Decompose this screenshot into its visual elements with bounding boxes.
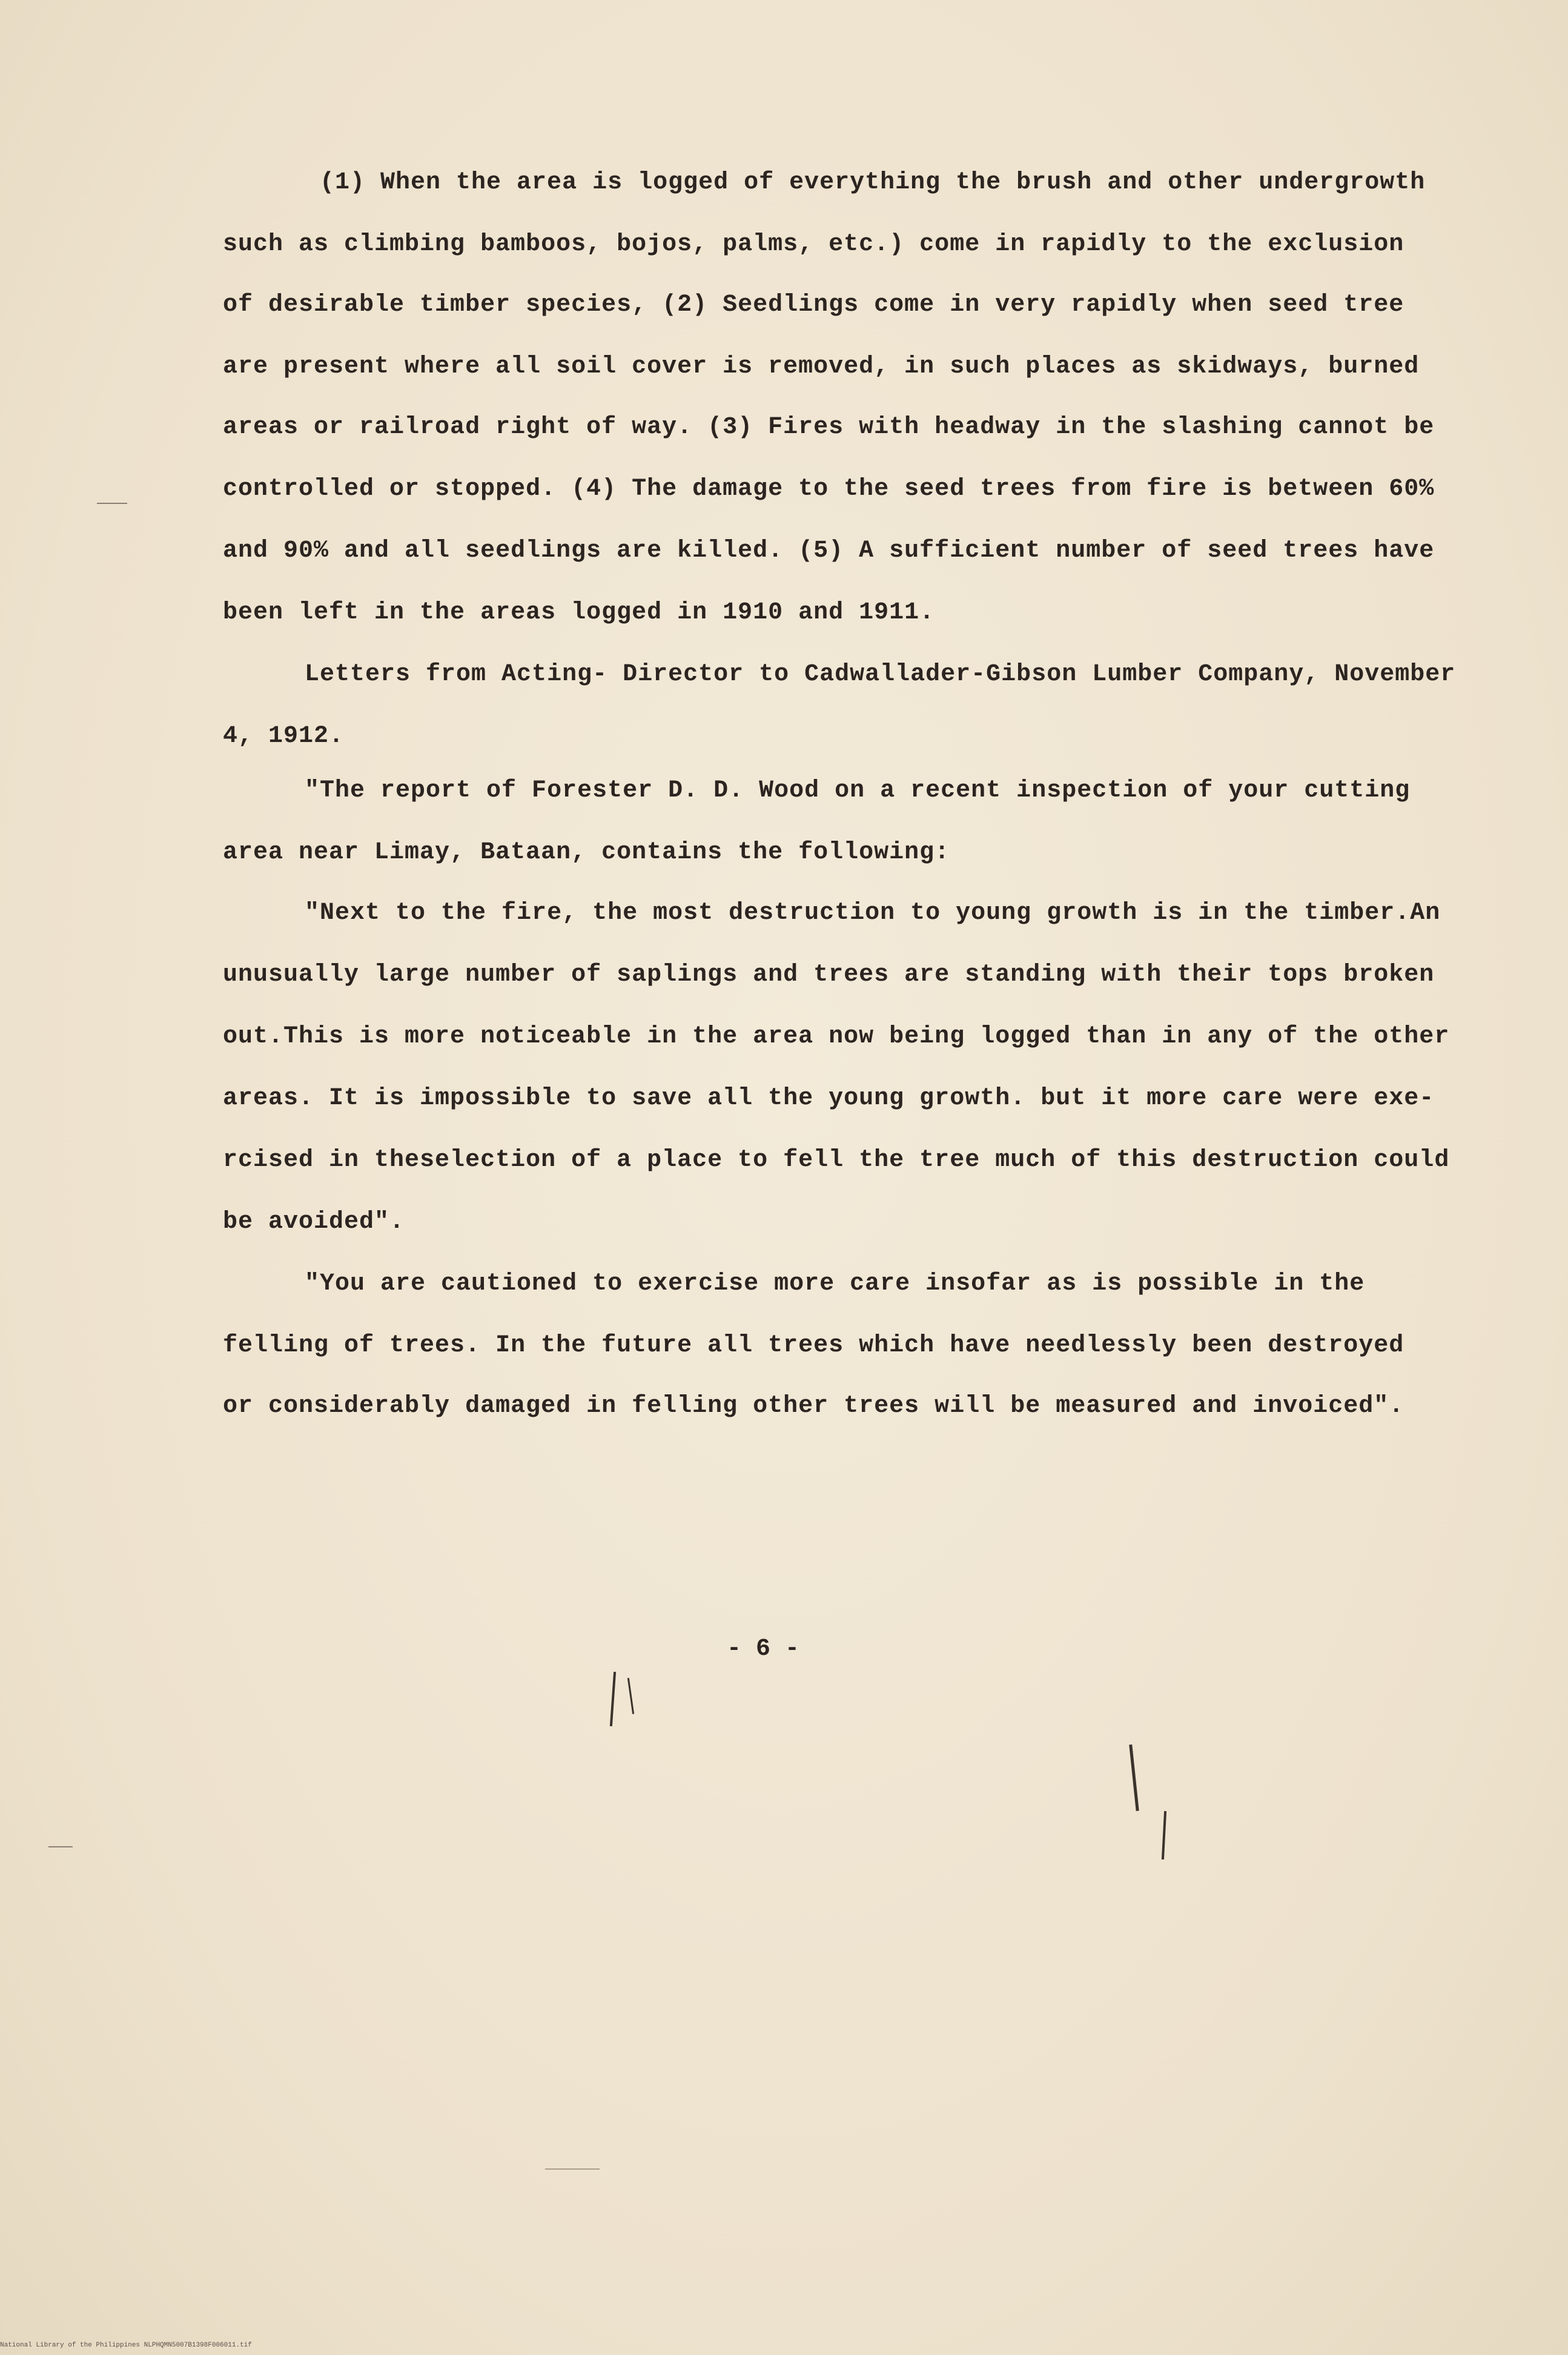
text-line: been left in the areas logged in 1910 and 1911. — [223, 599, 935, 626]
ink-mark — [48, 1846, 73, 1847]
ink-mark — [1162, 1811, 1166, 1860]
text-line: be avoided". — [223, 1208, 405, 1236]
text-line: areas or railroad right of way. (3) Fires with headway in the slashing cannot be — [223, 414, 1435, 441]
text-line: "Next to the fire, the most destruction to young growth is in the timber.An — [305, 899, 1441, 927]
text-line: out.This is more noticeable in the area now being logged than in any of the other — [223, 1023, 1450, 1050]
scan-footer-label: National Library of the Philippines NLPHQMN5007B1398F006011.tif — [0, 2342, 252, 2349]
ink-mark — [627, 1678, 634, 1714]
text-line: and 90% and all seedlings are killed. (5) A sufficient number of seed trees have — [223, 537, 1435, 565]
text-line: unusually large number of saplings and trees are standing with their tops broken — [223, 961, 1435, 989]
text-line: Letters from Acting- Director to Cadwallader-Gibson Lumber Company, November — [305, 661, 1456, 688]
page-number: - 6 - — [727, 1635, 800, 1663]
text-line: "You are cautioned to exercise more care insofar as is possible in the — [305, 1270, 1365, 1297]
text-line: such as climbing bamboos, bojos, palms, etc.) come in rapidly to the exclusion — [223, 231, 1404, 258]
ink-mark — [545, 2168, 600, 2170]
text-line: are present where all soil cover is removed, in such places as skidways, burned — [223, 353, 1420, 380]
text-line: (1) When the area is logged of everything the brush and other undergrowth — [320, 169, 1426, 196]
text-line: or considerably damaged in felling other trees will be measured and invoiced". — [223, 1393, 1404, 1420]
text-line: areas. It is impossible to save all the young growth. but it more care were exe- — [223, 1085, 1435, 1112]
ink-mark — [610, 1672, 616, 1726]
text-line: of desirable timber species, (2) Seedlings come in very rapidly when seed tree — [223, 291, 1404, 319]
text-line: 4, 1912. — [223, 723, 345, 750]
text-line: rcised in theselection of a place to fell the tree much of this destruction could — [223, 1147, 1450, 1174]
text-line: "The report of Forester D. D. Wood on a recent inspection of your cutting — [305, 777, 1411, 804]
ink-mark — [97, 503, 127, 504]
text-line: area near Limay, Bataan, contains the following: — [223, 839, 950, 866]
ink-mark — [1129, 1744, 1139, 1811]
text-line: controlled or stopped. (4) The damage to the seed trees from fire is between 60% — [223, 475, 1435, 503]
text-line: felling of trees. In the future all trees which have needlessly been destroyed — [223, 1332, 1404, 1359]
typed-text-body — [223, 0, 1458, 1454]
